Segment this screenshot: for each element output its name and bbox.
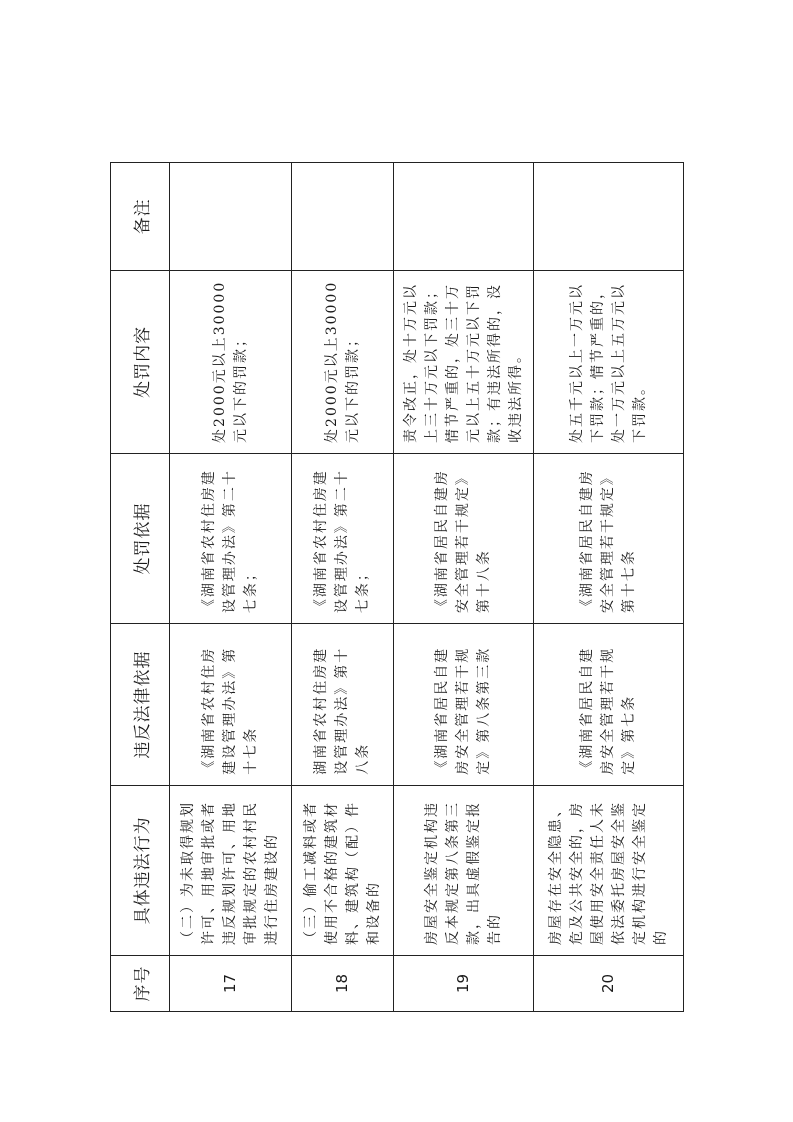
table-header-row <box>111 163 170 1012</box>
row-content: 责令改正，处十万元以上三十万元以下罚款；情节严重的，处三十万元以上五十万元以下罚款；有违法所得的，没收违法所得。 <box>394 270 534 453</box>
row-basis: 《湖南省农村住房建设管理办法》第二十七条； <box>292 453 394 623</box>
rotated-table-wrapper <box>110 162 680 1012</box>
table-row <box>170 163 292 1012</box>
row-remark <box>292 163 394 271</box>
header-seq: 序号 <box>111 955 170 1011</box>
row-behavior: 房屋安全鉴定机构违反本规定第八条第三款，出具虚假鉴定报告的 <box>394 785 534 955</box>
row-law: 《湖南省居民自建房安全管理若干规定》第七条 <box>534 624 684 786</box>
row-seq: 19 <box>394 955 534 1011</box>
row-seq: 17 <box>170 955 292 1011</box>
row-content: 处五千元以上一万元以下罚款；情节严重的，处一万元以上五万元以下罚款。 <box>534 270 684 453</box>
row-seq: 18 <box>292 955 394 1011</box>
row-behavior: 房屋存在安全隐患、危及公共安全的，房屋使用安全责任人未依法委托房屋安全鉴定机构进行安全鉴定的 <box>534 785 684 955</box>
table-row <box>292 163 394 1012</box>
row-basis: 《湖南省居民自建房安全管理若干规定》第十七条 <box>534 453 684 623</box>
header-content: 处罚内容 <box>111 270 170 453</box>
penalty-table <box>110 162 684 1012</box>
row-behavior: （二）为未取得规划许可、用地审批或者违反规划许可、用地审批规定的农村村民进行住房建设的 <box>170 785 292 955</box>
row-law: 《湖南省居民自建房安全管理若干规定》第八条第三款 <box>394 624 534 786</box>
row-basis: 《湖南省居民自建房安全管理若干规定》第十八条 <box>394 453 534 623</box>
row-remark <box>394 163 534 271</box>
row-basis: 《湖南省农村住房建设管理办法》第二十七条； <box>170 453 292 623</box>
row-content: 处2000元以上30000元以下的罚款； <box>170 270 292 453</box>
table-row <box>394 163 534 1012</box>
row-remark <box>170 163 292 271</box>
header-basis: 处罚依据 <box>111 453 170 623</box>
row-remark <box>534 163 684 271</box>
row-content: 处2000元以上30000元以下的罚款； <box>292 270 394 453</box>
table-row <box>534 163 684 1012</box>
header-remark: 备注 <box>111 163 170 271</box>
row-behavior: （三）偷工减料或者使用不合格的建筑材料、建筑构（配）件和设备的 <box>292 785 394 955</box>
header-behavior: 具体违法行为 <box>111 785 170 955</box>
row-law: 《湖南省农村住房建设管理办法》第十七条 <box>170 624 292 786</box>
row-law: 湖南省农村住房建设管理办法》第十八条 <box>292 624 394 786</box>
row-seq: 20 <box>534 955 684 1011</box>
header-law: 违反法律依据 <box>111 624 170 786</box>
